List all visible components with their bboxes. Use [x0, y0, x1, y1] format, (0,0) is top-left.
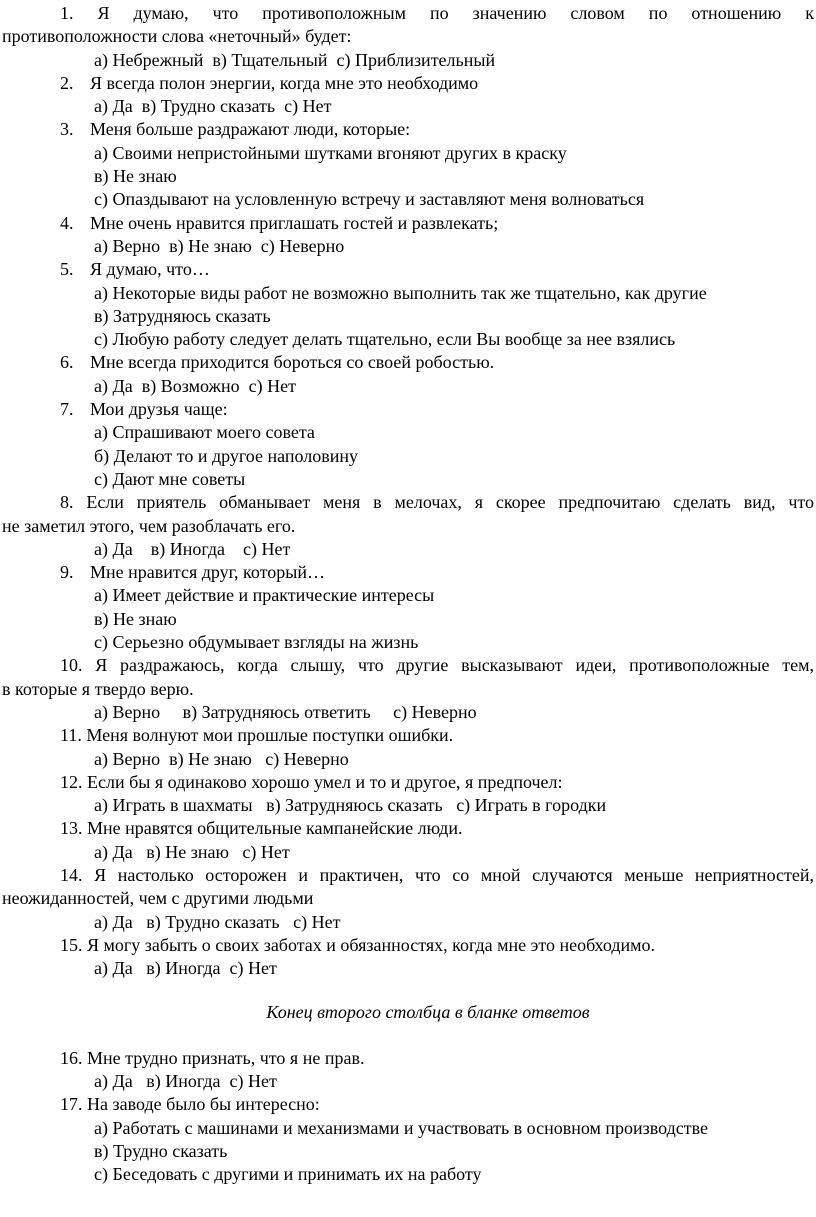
question-text-line — [0, 1047, 816, 1070]
question-13 — [0, 817, 816, 864]
question-text-line — [0, 724, 816, 747]
answer-option: а) Своими непристойными шутками вгоняют других в краску — [94, 142, 567, 163]
answer-option: в) Затрудняюсь сказать — [94, 305, 271, 326]
question-text-line — [0, 258, 816, 281]
question-text-line — [0, 491, 816, 514]
question-text-line — [0, 934, 816, 957]
answer-option: а) Спрашивают моего совета — [94, 422, 315, 443]
question-number: 12. — [60, 771, 83, 792]
question-text-line — [0, 654, 816, 677]
question-10 — [0, 654, 816, 724]
question-1 — [0, 2, 816, 72]
question-number: 13. — [60, 818, 83, 839]
answer-option: в) Не знаю — [94, 608, 177, 629]
question-text-line — [0, 1093, 816, 1116]
question-text-continuation: неожиданностей, чем с другими людьми — [2, 888, 314, 909]
answer-options: а) Верно в) Не знаю с) Неверно — [94, 235, 345, 256]
question-9 — [0, 561, 816, 654]
question-text: Я думаю, что… — [90, 259, 210, 280]
answer-options: а) Небрежный в) Тщательный с) Приблизительный — [94, 49, 496, 70]
question-15 — [0, 934, 816, 981]
question-number: 2. — [60, 72, 74, 93]
question-text: Если бы я одинаково хорошо умел и то и другое, я предпочел: — [87, 771, 563, 792]
question-text: Меня волнуют мои прошлые поступки ошибки. — [86, 725, 454, 746]
question-number: 3. — [60, 119, 74, 140]
question-text: Мне нравятся общительные кампанейские люди. — [87, 818, 463, 839]
question-text-continuation: в которые я твердо верю. — [2, 678, 194, 699]
question-text-line — [0, 561, 816, 584]
answer-option: а) Некоторые виды работ не возможно выполнить так же тщательно, как другие — [94, 282, 707, 303]
question-text: Мои друзья чаще: — [90, 399, 228, 420]
question-text: Я думаю, что противоположным по значению словом по отношению к — [97, 3, 814, 23]
question-16 — [0, 1047, 816, 1094]
answer-option: с) Серьезно обдумывает взгляды на жизнь — [94, 632, 419, 653]
answer-option: а) Имеет действие и практические интересы — [94, 585, 435, 606]
question-number: 17. — [60, 1094, 83, 1115]
question-number: 16. — [60, 1047, 83, 1068]
question-text: Если приятель обманывает меня в мелочах, я скорее предпочитаю сделать вид, что — [86, 492, 815, 513]
question-number: 1. — [60, 3, 74, 23]
question-text-line — [0, 864, 816, 887]
answer-options: а) Да в) Трудно сказать с) Нет — [94, 96, 332, 117]
question-4 — [0, 212, 816, 259]
question-text: Мне нравится друг, который… — [90, 562, 325, 583]
question-14 — [0, 864, 816, 934]
question-number: 14. — [60, 864, 83, 885]
question-7 — [0, 398, 816, 491]
answer-options: а) Да в) Трудно сказать с) Нет — [94, 911, 341, 932]
answer-option: в) Трудно сказать — [94, 1140, 228, 1161]
section-note: Конец второго столбца в бланке ответов — [266, 1002, 590, 1023]
question-text-line — [0, 817, 816, 840]
question-text-line — [0, 771, 816, 794]
question-number: 5. — [60, 259, 74, 280]
question-text-line — [0, 2, 816, 25]
answer-option: с) Любую работу следует делать тщательно, если Вы вообще за нее взялись — [94, 329, 676, 350]
question-text: Меня больше раздражают люди, которые: — [90, 119, 411, 140]
question-number: 15. — [60, 934, 83, 955]
answer-options: а) Да в) Иногда с) Нет — [94, 538, 291, 559]
answer-options: а) Да в) Иногда с) Нет — [94, 1071, 277, 1092]
question-text: На заводе было бы интересно: — [87, 1094, 320, 1115]
question-text-continuation: не заметил этого, чем разоблачать его. — [2, 515, 296, 536]
question-12 — [0, 771, 816, 818]
answer-options: а) Играть в шахматы в) Затрудняюсь сказать с) Играть в городки — [94, 795, 607, 816]
question-text: Мне трудно признать, что я не прав. — [87, 1047, 365, 1068]
question-text-line — [0, 398, 816, 421]
question-text-line — [0, 72, 816, 95]
question-number: 6. — [60, 352, 74, 373]
question-text: Я настолько осторожен и практичен, что со мной случаются меньше неприятностей, — [94, 864, 814, 885]
question-5 — [0, 258, 816, 351]
answer-option: с) Беседовать с другими и принимать их на работу — [94, 1164, 482, 1185]
answer-option: с) Дают мне советы — [94, 468, 246, 489]
question-2 — [0, 72, 816, 119]
question-number: 8. — [60, 492, 74, 513]
question-text: Я могу забыть о своих заботах и обязанностях, когда мне это необходимо. — [87, 934, 656, 955]
question-text: Мне очень нравится приглашать гостей и развлекать; — [90, 212, 499, 233]
question-8 — [0, 491, 816, 561]
question-11 — [0, 724, 816, 771]
question-text-line — [0, 351, 816, 374]
answer-option: в) Не знаю — [94, 166, 177, 187]
question-text-line — [0, 212, 816, 235]
answer-option: а) Работать с машинами и механизмами и участвовать в основном производстве — [94, 1117, 709, 1138]
question-text: Мне всегда приходится бороться со своей робостью. — [90, 352, 495, 373]
question-number: 7. — [60, 399, 74, 420]
question-number: 10. — [60, 655, 83, 676]
answer-options: а) Да в) Иногда с) Нет — [94, 958, 277, 979]
question-text: Я раздражаюсь, когда слышу, что другие высказывают идеи, противоположные тем, — [95, 655, 814, 676]
question-text: Я всегда полон энергии, когда мне это необходимо — [90, 72, 479, 93]
question-3 — [0, 118, 816, 211]
question-17 — [0, 1093, 816, 1186]
answer-options: а) Да в) Возможно с) Нет — [94, 375, 296, 396]
question-text-continuation: противоположности слова «неточный» будет: — [2, 26, 352, 47]
answer-options: а) Верно в) Не знаю с) Неверно — [94, 748, 349, 769]
answer-option: б) Делают то и другое наполовину — [94, 445, 359, 466]
question-number: 11. — [60, 725, 82, 746]
answer-options: а) Верно в) Затрудняюсь ответить с) Неверно — [94, 701, 477, 722]
answer-option: с) Опаздывают на условленную встречу и заставляют меня волноваться — [94, 189, 645, 210]
answer-options: а) Да в) Не знаю с) Нет — [94, 841, 290, 862]
question-number: 9. — [60, 562, 74, 583]
question-6 — [0, 351, 816, 398]
question-text-line — [0, 118, 816, 141]
question-number: 4. — [60, 212, 74, 233]
